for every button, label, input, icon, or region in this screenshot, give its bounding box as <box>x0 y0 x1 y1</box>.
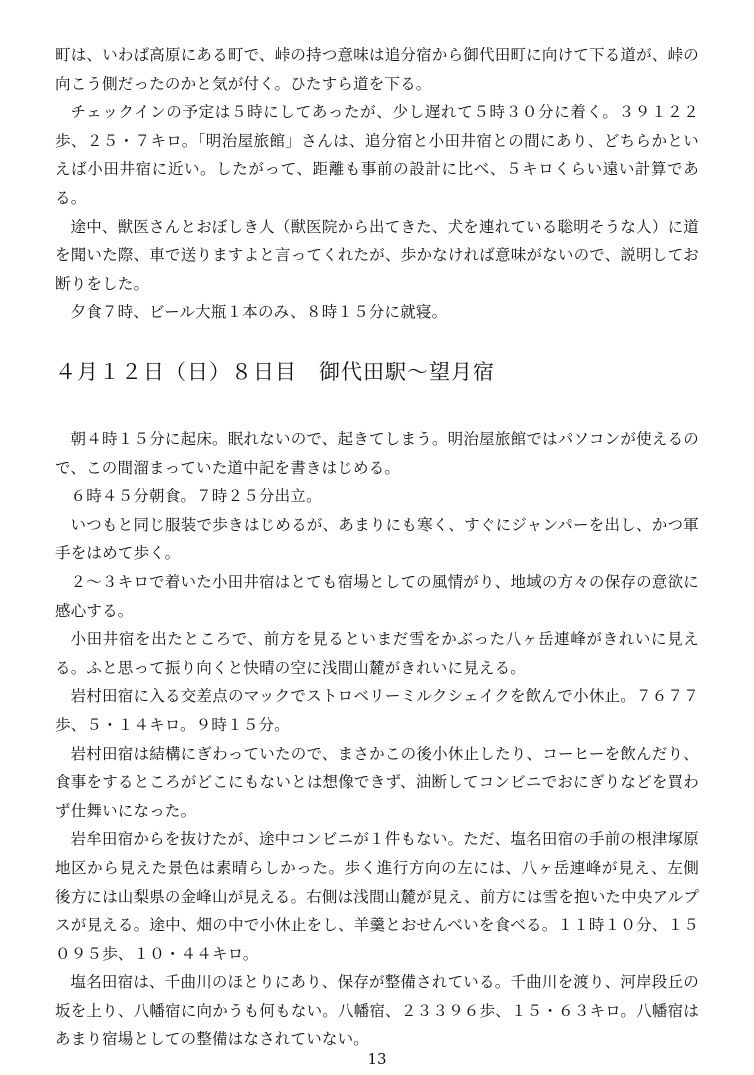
paragraph: 町は、いわば高原にある町で、峠の持つ意味は追分宿から御代田町に向けて下る道が、峠の向こう側だったのかと気が付く。ひたすら道を下る。 <box>55 46 699 93</box>
paragraph: 岩村田宿は結構にぎわっていたので、まさかこの後小休止したり、コーヒーを飲んだり、食事をするところがどこにもないとは想像できず、油断してコンビニでおにぎりなどを買わず仕舞いになった。 <box>55 744 699 820</box>
paragraph: 朝４時１５分に起床。眠れないので、起きてしまう。明治屋旅館ではパソコンが使えるので、この間溜まっていた道中記を書きはじめる。 <box>55 430 699 477</box>
paragraph: チェックインの予定は５時にしてあったが、少し遅れて５時３０分に着く。３９１２２歩、２５・７キロ。「明治屋旅館」さんは、追分宿と小田井宿との間にあり、どちらかといえば小田井宿に近い。したがって、距離も事前の設計に比べ、５キロくらい遠い計算である。 <box>55 103 699 207</box>
paragraph: 途中、獣医さんとおぼしき人（獣医院から出てきた、犬を連れている聡明そうな人）に道を聞いた際、車で送りますよと言ってくれたが、歩かなければ意味がないので、説明してお断りをした。 <box>55 217 699 293</box>
paragraph: ６時４５分朝食。７時２５分出立。 <box>70 487 322 506</box>
previous-day-text <box>55 41 699 327</box>
paragraph: 夕食７時、ビール大瓶１本のみ、８時１５分に就寝。 <box>70 303 448 322</box>
paragraph: 岩村田宿に入る交差点のマックでストロベリーミルクシェイクを飲んで小休止。７６７７歩、５・１４キロ。９時１５分。 <box>55 687 699 734</box>
paragraph: 小田井宿を出たところで、前方を見るといまだ雪をかぶった八ヶ岳連峰がきれいに見える。ふと思って振り向くと快晴の空に浅間山麓がきれいに見える。 <box>55 630 699 677</box>
paragraph: 岩牟田宿からを抜けたが、途中コンビニが１件もない。ただ、塩名田宿の手前の根津塚原地区から見えた景色は素晴らしかった。歩く進行方向の左には、八ヶ岳連峰が見え、左側後方には山梨県の金峰山が見える。右側は浅間山麓が見え、前方には雪を抱いた中央アルプスが見える。途中、畑の中で小休止をし、羊羹とおせんべいを食べる。１１時１０分、１５０９５歩、１０・４４キロ。 <box>55 830 700 963</box>
section-heading: ４月１２日（日）８日目 御代田駅～望月宿 <box>55 360 495 384</box>
page-number: 13 <box>367 1050 387 1068</box>
paragraph: ２～３キロで着いた小田井宿はとても宿場としての風情がり、地域の方々の保存の意欲に感心する。 <box>55 572 699 620</box>
paragraph: いつもと同じ服装で歩きはじめるが、あまりにも寒く、すぐにジャンパーを出し、かつ軍手をはめて歩く。 <box>55 515 699 563</box>
day-eight-text <box>55 425 699 1054</box>
paragraph: 塩名田宿は、千曲川のほとりにあり、保存が整備されている。千曲川を渡り、河岸段丘の坂を上り、八幡宿に向かうも何もない。八幡宿、２３３９６歩、１５・６３キロ。八幡宿はあまり宿場としての整備はなされていない。 <box>55 973 699 1049</box>
